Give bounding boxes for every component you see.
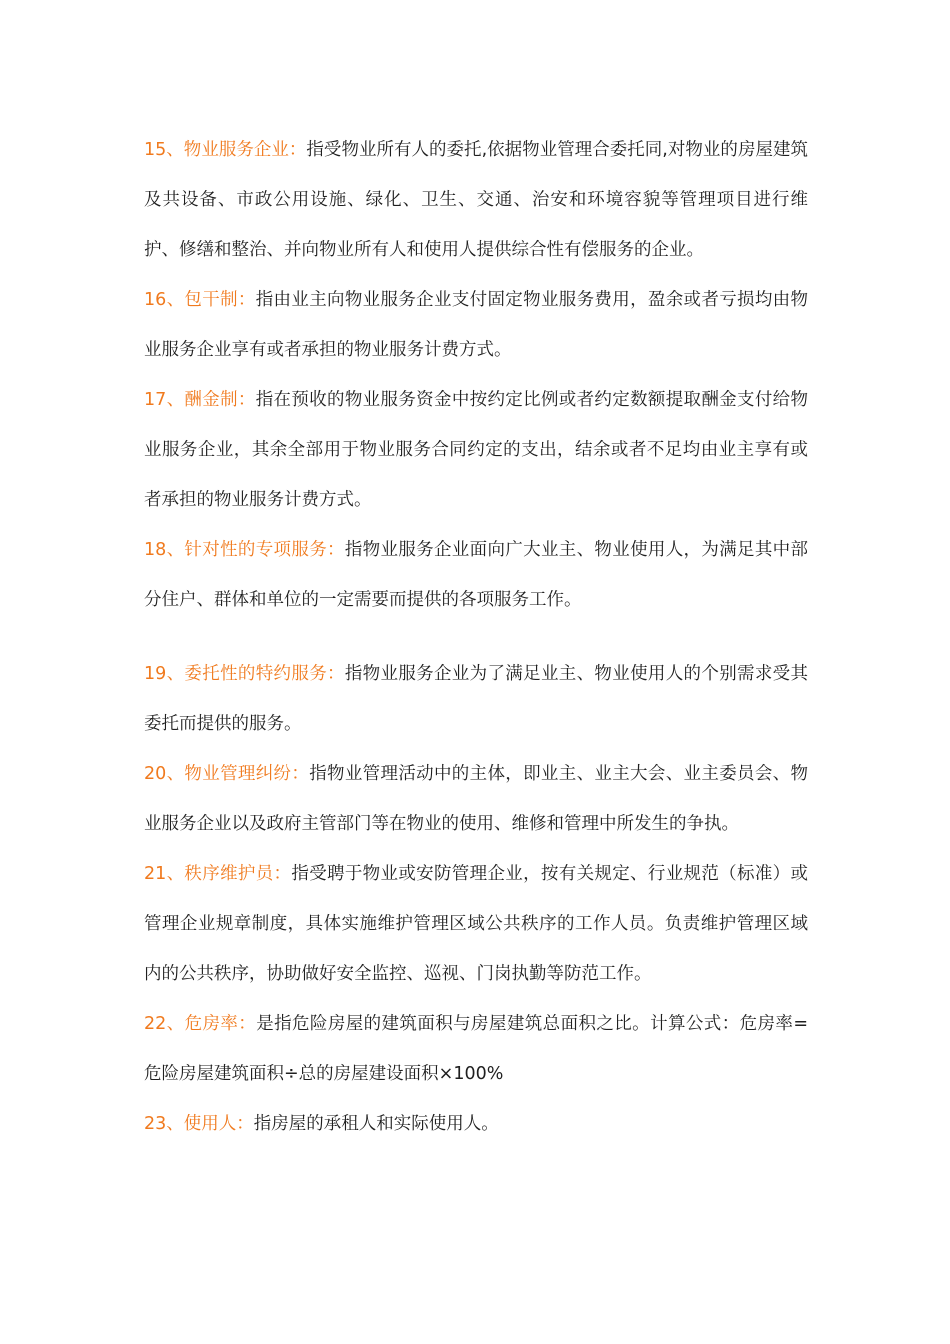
- term-label: 17、酬金制：: [144, 390, 256, 410]
- definition-text: 是指危险房屋的建筑面积与房屋建筑总面积之比。计算公式：危房率=危险房屋建筑面积÷总的房屋建设面积×100%: [144, 1014, 808, 1084]
- term-label: 18、针对性的专项服务：: [144, 540, 345, 560]
- definition-text: 指物业服务企业为了满足业主、物业使用人的个别需求受其委托而提供的服务。: [144, 664, 808, 734]
- definition-text: 指受聘于物业或安防管理企业，按有关规定、行业规范（标准）或管理企业规章制度，具体实施维护管理区域公共秩序的工作人员。负责维护管理区域内的公共秩序，协助做好安全监控、巡视、门岗执勤等防范工作。: [144, 864, 808, 984]
- document-page: [144, 125, 808, 1149]
- definition-entry-16: [144, 275, 808, 375]
- term-label: 15、物业服务企业：: [144, 140, 307, 160]
- definition-text: 指物业管理活动中的主体，即业主、业主大会、业主委员会、物业服务企业以及政府主管部门等在物业的使用、维修和管理中所发生的争执。: [144, 764, 808, 834]
- term-label: 23、使用人：: [144, 1114, 254, 1134]
- term-label: 16、包干制：: [144, 290, 256, 310]
- definition-text: 指在预收的物业服务资金中按约定比例或者约定数额提取酬金支付给物业服务企业，其余全部用于物业服务合同约定的支出，结余或者不足均由业主享有或者承担的物业服务计费方式。: [144, 390, 808, 510]
- definition-entry-15: [144, 125, 808, 275]
- term-label: 22、危房率：: [144, 1014, 257, 1034]
- definition-entry-17: [144, 375, 808, 525]
- definition-text: 指房屋的承租人和实际使用人。: [253, 1114, 499, 1134]
- definition-text: 指物业服务企业面向广大业主、物业使用人，为满足其中部分住户、群体和单位的一定需要而提供的各项服务工作。: [144, 540, 808, 610]
- term-label: 19、委托性的特约服务：: [144, 664, 345, 684]
- term-label: 21、秩序维护员：: [144, 864, 292, 884]
- definition-entry-22: [144, 999, 808, 1099]
- definition-entry-19: [144, 649, 808, 749]
- definition-entry-18: [144, 525, 808, 625]
- definition-entry-23: [144, 1099, 808, 1149]
- definition-entry-21: [144, 849, 808, 999]
- term-label: 20、物业管理纠纷：: [144, 764, 310, 784]
- definition-text: 指由业主向物业服务企业支付固定物业服务费用，盈余或者亏损均由物业服务企业享有或者承担的物业服务计费方式。: [144, 290, 808, 360]
- definition-text: 指受物业所有人的委托,依据物业管理合委托同,对物业的房屋建筑及共设备、市政公用设施、绿化、卫生、交通、治安和环境容貌等管理项目进行维护、修缮和整治、并向物业所有人和使用人提供综合性有偿服务的企业。: [144, 140, 808, 260]
- definition-entry-20: [144, 749, 808, 849]
